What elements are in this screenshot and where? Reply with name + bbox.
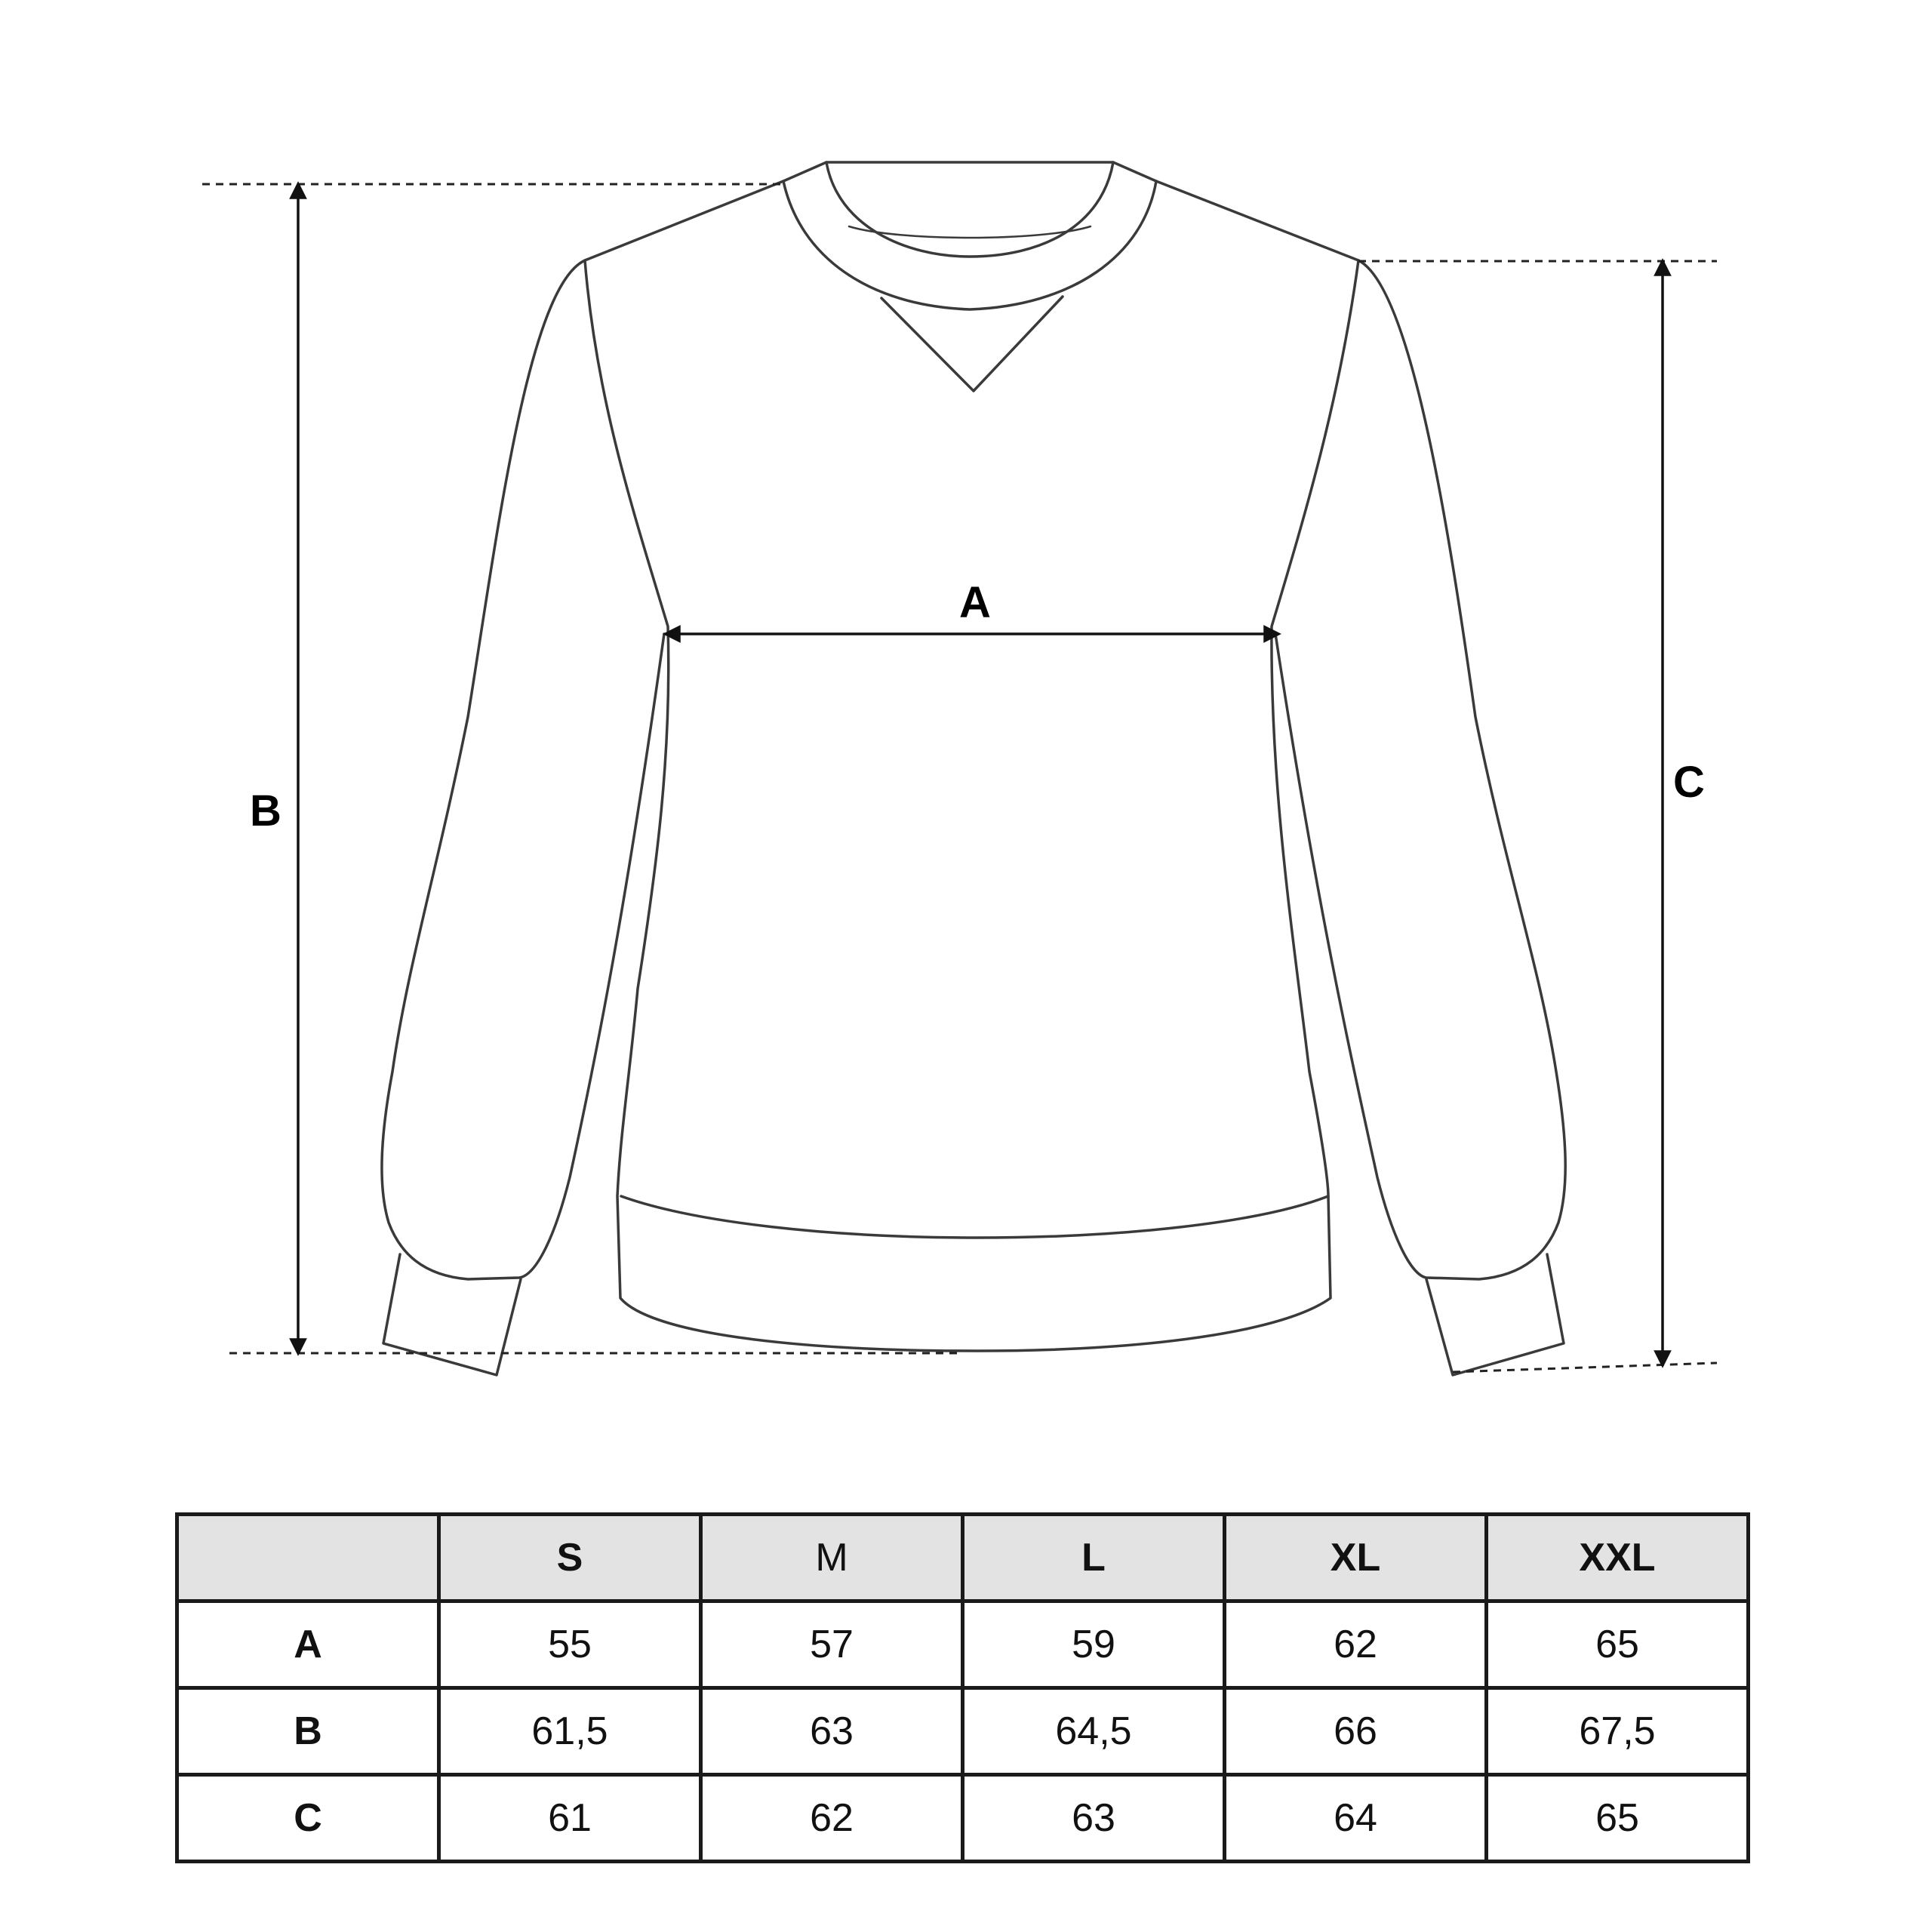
- hem-band: [621, 1196, 1328, 1238]
- size-header-xxl: XXL: [1487, 1515, 1749, 1601]
- v-gusset: [881, 297, 1063, 391]
- sweater-outline: [382, 162, 1565, 1375]
- table-cell: 65: [1487, 1775, 1749, 1862]
- table-cell: 66: [1225, 1688, 1487, 1775]
- left-cuff: [383, 1254, 521, 1375]
- label-b: B: [250, 786, 281, 835]
- table-cell: 59: [963, 1601, 1225, 1688]
- row-label-a: A: [177, 1601, 439, 1688]
- row-label-b: B: [177, 1688, 439, 1775]
- dimension-arrows: [291, 184, 1669, 1365]
- right-cuff: [1426, 1254, 1564, 1375]
- sweater-body: [585, 162, 1358, 1351]
- table-header-row: [177, 1515, 1749, 1601]
- table-cell: 55: [439, 1601, 701, 1688]
- table-cell: 64,5: [963, 1688, 1225, 1775]
- table-cell: 62: [1225, 1601, 1487, 1688]
- size-header-xl: XL: [1225, 1515, 1487, 1601]
- table-cell: 67,5: [1487, 1688, 1749, 1775]
- table-cell: 57: [701, 1601, 963, 1688]
- table-cell: 64: [1225, 1775, 1487, 1862]
- size-header-l: L: [963, 1515, 1225, 1601]
- table-row: [177, 1688, 1749, 1775]
- size-header-s: S: [439, 1515, 701, 1601]
- table-cell: 61: [439, 1775, 701, 1862]
- label-a: A: [959, 578, 991, 627]
- table-cell: 61,5: [439, 1688, 701, 1775]
- table-cell: 62: [701, 1775, 963, 1862]
- collar-inner: [826, 162, 1113, 257]
- collar-outer: [783, 181, 1156, 309]
- label-c: C: [1673, 758, 1705, 807]
- table-corner-cell: [177, 1515, 439, 1601]
- table-cell: 65: [1487, 1601, 1749, 1688]
- size-table: [175, 1512, 1750, 1863]
- row-label-c: C: [177, 1775, 439, 1862]
- table-cell: 63: [701, 1688, 963, 1775]
- table-cell: 63: [963, 1775, 1225, 1862]
- size-header-m: M: [701, 1515, 963, 1601]
- table-row: [177, 1601, 1749, 1688]
- table-row: [177, 1775, 1749, 1862]
